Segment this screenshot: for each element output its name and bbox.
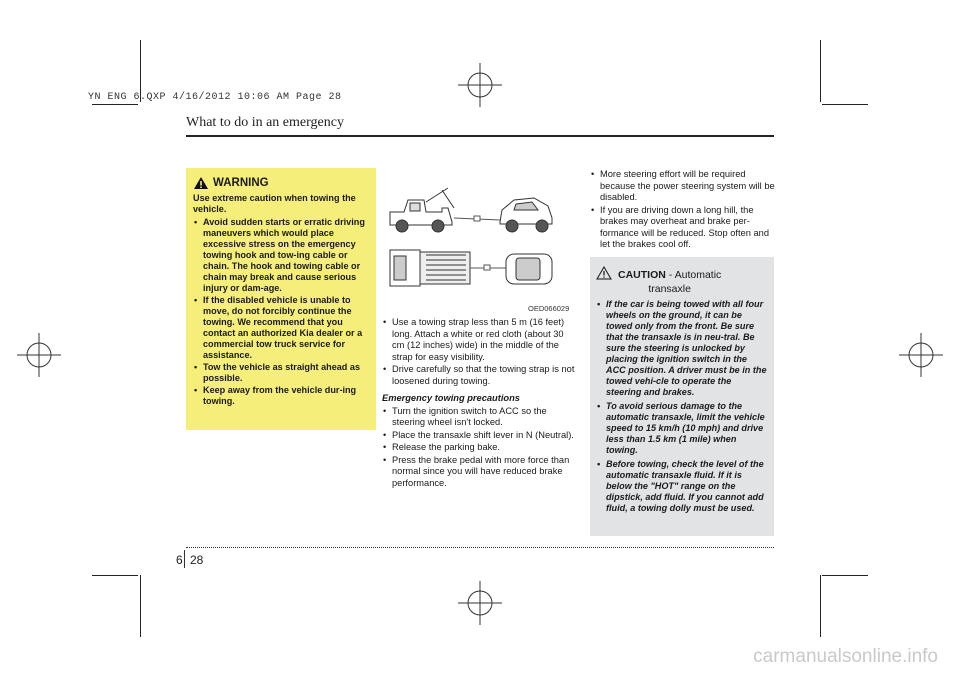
list-item: • Tow the vehicle as straight ahead as possible. <box>193 362 369 384</box>
list-item: • If the car is being towed with all four wheels on the ground, it can be towed only from the front. Be sure that the transaxle is in neu-tral. Be sure the steering is unlocked by placing the ignition switch in the ACC position. A driver must be in the towed vehi-cle to operate the steering and brakes. <box>596 299 767 398</box>
tow-truck-side-view <box>390 188 454 232</box>
caution-box <box>590 257 774 536</box>
footer-rule <box>186 547 774 548</box>
site-watermark: carmanualsonline.info <box>753 646 938 667</box>
warning-triangle-icon <box>193 176 209 190</box>
precautions-list <box>382 406 577 490</box>
list-item: • Release the parking bake. <box>382 442 577 454</box>
tow-truck-top-view <box>390 250 470 286</box>
towing-instructions <box>382 316 577 489</box>
caution-header <box>596 265 767 295</box>
list-item: • Press the brake pedal with more force than normal since you will have reduced brake performance. <box>382 455 577 490</box>
list-item: • Before towing, check the level of the automatic transaxle fluid. If it is below the "HOT" range on the dipstick, add fluid. If you cannot add fluid, a towing dolly must be used. <box>596 459 767 514</box>
page-number-divider <box>184 550 185 568</box>
list-item: • Turn the ignition switch to ACC so the steering wheel isn't locked. <box>382 406 577 429</box>
chapter-number: 6 <box>176 553 183 567</box>
print-slug: YN ENG 6.QXP 4/16/2012 10:06 AM Page 28 <box>88 92 342 103</box>
list-item: • To avoid serious damage to the automatic transaxle, limit the vehicle speed to 15 km/h (10 mph) and drive less than 1.5 km (1 mile) when towing. <box>596 401 767 456</box>
towing-notes <box>590 168 776 251</box>
registration-mark-bottom <box>455 578 505 628</box>
warning-intro: Use extreme caution when towing the vehicle. <box>193 193 356 214</box>
registration-mark-top <box>455 60 505 110</box>
list-item: • More steering effort will be required because the power steering system will be disabled. <box>590 169 776 204</box>
warning-list <box>193 217 369 407</box>
towing-strap-list <box>382 317 577 387</box>
list-item: • Avoid sudden starts or erratic driving maneuvers which would place excessive stress on the emergency towing hook and tow-ing cable or chain. The hook and towing cable or chain may break and cause serious injury or dam-age. <box>193 217 369 294</box>
warning-box <box>186 168 376 430</box>
list-item: • If the disabled vehicle is unable to move, do not forcibly continue the towing. We recommend that you contact an authorized Kia dealer or a commercial tow truck service for assistance. <box>193 295 369 361</box>
list-item: • Place the transaxle shift lever in N (Neutral). <box>382 430 577 442</box>
list-item: • Keep away from the vehicle dur-ing towing. <box>193 385 369 407</box>
figure-code: OED066029 <box>528 304 570 313</box>
precautions-subheading: Emergency towing precautions <box>382 393 520 403</box>
warning-title: WARNING <box>213 177 269 189</box>
header-rule <box>186 135 774 137</box>
list-item: • Drive carefully so that the towing strap is not loosened during towing. <box>382 364 577 387</box>
caution-title-dash: - Automatic <box>665 269 722 281</box>
page-number: 28 <box>190 553 204 567</box>
list-item: • If you are driving down a long hill, the brakes may overheat and brake per-formance will be reduced. Stop often and let the brakes cool off. <box>590 205 776 251</box>
towing-notes-list <box>590 169 776 251</box>
towed-car-top-view <box>506 254 552 284</box>
warning-header <box>193 176 369 190</box>
towing-illustration <box>382 170 577 306</box>
towed-car-side-view <box>500 198 552 232</box>
caution-title-line2: transaxle <box>648 283 691 295</box>
caution-title: CAUTION <box>618 269 666 281</box>
page-section-title: What to do in an emergency <box>186 115 344 130</box>
registration-mark-left <box>14 330 64 380</box>
caution-title-block <box>618 265 721 295</box>
caution-triangle-icon <box>596 266 612 280</box>
caution-list <box>596 299 767 514</box>
list-item: • Use a towing strap less than 5 m (16 feet) long. Attach a white or red cloth (about 30 cm (12 inches) wide) in the middle of the strap for easy visibility. <box>382 317 577 363</box>
registration-mark-right <box>896 330 946 380</box>
